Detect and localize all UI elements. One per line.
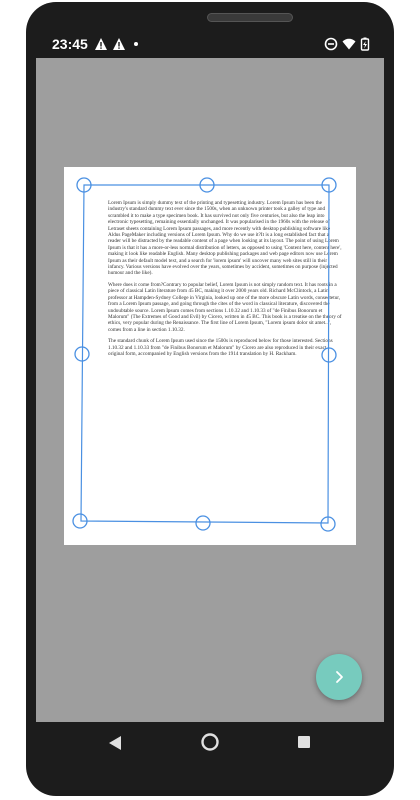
status-bar xyxy=(36,30,384,58)
document-text xyxy=(108,200,342,362)
battery-charging-icon xyxy=(358,37,372,51)
document-paragraph: Where does it come from?Contrary to popular belief, Lorem Ipsum is not simply random text. It has roots in a piece of classical Latin literature from 45 BC, making it over 2000 years old. Richard McClintock, a Latin professor at Hampden-Sydney College in Virginia, looked up one of the more obscure Latin words, consectetur, from a Lorem Ipsum passage, and going through the cites of the word in classical literature, discovered the undoubtable source. Lorem Ipsum comes from sections 1.10.32 and 1.10.33 of "de Finibus Bonorum et Malorum" (The Extremes of Good and Evil) by Cicero, written in 45 BC. This book is a treatise on the theory of ethics, very popular during the Renaissance. The first line of Lorem Ipsum, "Lorem ipsum dolor sit amet..", comes from a line in section 1.10.32. xyxy=(108,281,342,333)
speaker-grille xyxy=(207,13,293,22)
next-button[interactable] xyxy=(316,654,362,700)
do-not-disturb-icon xyxy=(324,37,338,51)
recents-square-icon[interactable] xyxy=(297,735,311,749)
alert-triangle-icon xyxy=(112,37,126,51)
document-paragraph: The standard chunk of Lorem Ipsum used since the 1500s is reproduced below for those interested. Sections 1.10.32 and 1.10.33 from "de Finibus Bonorum et Malorum" by Cicero are also reproduced in their exact original form, accompanied by English versions from the 1914 translation by H. Rackham. xyxy=(108,338,333,357)
document-paragraph: Lorem Ipsum is simply dummy text of the printing and typesetting industry. Lorem Ipsum has been the industry's standard dummy text ever since the 1500s, when an unknown printer took a galley of type and scrambled it to make a type specimen book. It has survived not only five centuries, but also the leap into electronic typesetting, remaining essentially unchanged. It was popularised in the 1960s with the release of Letraset sheets containing Lorem Ipsum passages, and more recently with desktop publishing software like Aldus PageMaker including versions of Lorem Ipsum. Why do we use it?It is a long established fact that a reader will be distracted by the readable content of a page when looking at its layout. The point of using Lorem Ipsum is that it has a more-or-less normal distribution of letters, as opposed to using 'Content here, content here', making it look like readable English. Many desktop publishing packages and web page editors now use Lorem Ipsum as their default model text, and a search for 'lorem ipsum' will uncover many web sites still in their infancy. Various versions have evolved over the years, sometimes by accident, sometimes on purpose (injected humour and the like). xyxy=(108,200,342,277)
back-triangle-icon[interactable] xyxy=(108,735,122,751)
dot-icon xyxy=(129,37,143,51)
wifi-icon xyxy=(342,37,356,51)
home-circle-icon[interactable] xyxy=(200,732,220,752)
alert-triangle-icon xyxy=(94,37,108,51)
navigation-bar xyxy=(36,722,384,772)
status-time: 23:45 xyxy=(52,36,88,52)
chevron-right-icon xyxy=(331,669,347,685)
